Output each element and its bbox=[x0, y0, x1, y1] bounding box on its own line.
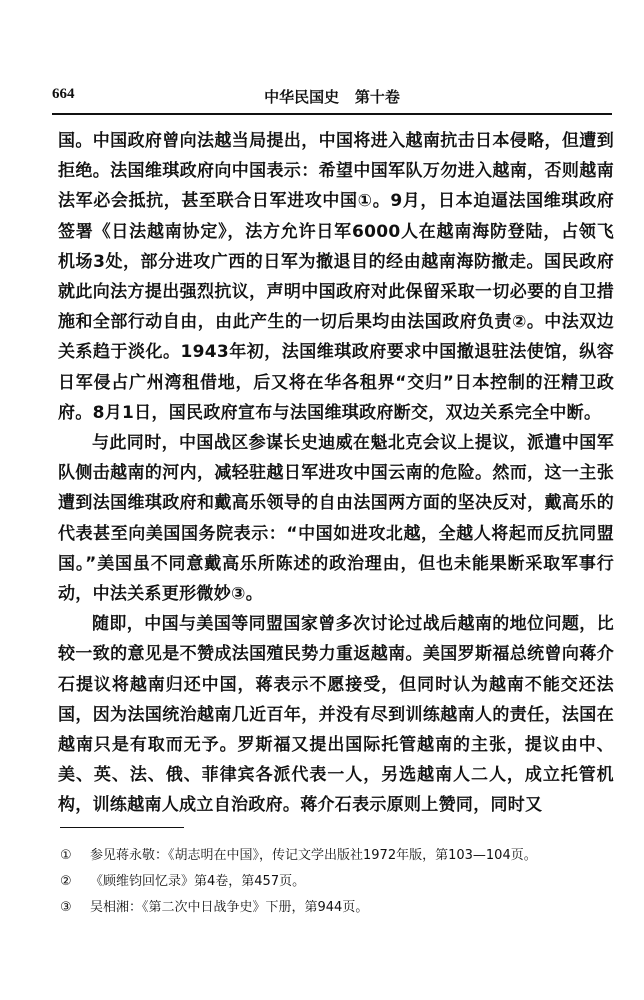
footnote-text: 参见蒋永敬：《胡志明在中国》，传记文学出版社1972年版，第103—104页。 bbox=[90, 848, 537, 863]
footnote bbox=[60, 869, 616, 895]
footnote-mark: ③ bbox=[60, 900, 72, 915]
paragraph: 随即，中国与美国等同盟国家曾多次讨论过战后越南的地位问题，比较一致的意见是不赞成法国殖民势力重返越南。美国罗斯福总统曾向蒋介石提议将越南归还中国，蒋表示不愿接受，但同时认为越南不能交还法国，因为法国统治越南几近百年，并没有尽到训练越南人的责任，法国在越南只是有取而无予。罗斯福又提出国际托管越南的主张，提议由中、美、英、法、俄、菲律宾各派代表一人，另选越南人二人，成立托管机构，训练越南人成立自治政府。蒋介石表示原则上赞同，同时又 bbox=[58, 614, 614, 816]
body-text bbox=[58, 126, 614, 821]
page-header bbox=[52, 86, 612, 112]
footnote-rule bbox=[60, 827, 184, 828]
paragraph: 与此同时，中国战区参谋长史迪威在魁北克会议上提议，派遣中国军队侧击越南的河内，减轻驻越日军进攻中国云南的危险。然而，这一主张遭到法国维琪政府和戴高乐领导的自由法国两方面的坚决反对，戴高乐的代表甚至向美国国务院表示：“中国如进攻北越，全越人将起而反抗同盟国。”美国虽不同意戴高乐所陈述的政治理由，但也未能果断采取军事行动，中法关系更形微妙③。 bbox=[58, 433, 614, 605]
footnote-text: 吴相湘：《第二次中日战争史》下册，第944页。 bbox=[90, 900, 369, 915]
footnote-text: 《顾维钧回忆录》第4卷，第457页。 bbox=[90, 874, 306, 889]
paragraph: 国。中国政府曾向法越当局提出，中国将进入越南抗击日本侵略，但遭到拒绝。法国维琪政府向中国表示：希望中国军队万勿进入越南，否则越南法军必会抵抗，甚至联合日军进攻中国①。9月，日本迫逼法国维琪政府签署《日法越南协定》，法方允许日军6000人在越南海防登陆，占领飞机场3处，部分进攻广西的日军为撤退目的经由越南海防撤走。国民政府就此向法方提出强烈抗议，声明中国政府对此保留采取一切必要的自卫措施和全部行动自由，由此产生的一切后果均由法国政府负责②。中法双边关系趋于淡化。1943年初，法国维琪政府要求中国撤退驻法使馆，纵容日军侵占广州湾租借地，后又将在华各租界“交归”日本控制的汪精卫政府。8月1日，国民政府宣布与法国维琪政府断交，双边关系完全中断。 bbox=[58, 131, 614, 423]
footnotes bbox=[60, 843, 616, 921]
footnote-mark: ② bbox=[60, 874, 72, 889]
footnote bbox=[60, 843, 616, 869]
footnote-mark: ① bbox=[60, 848, 72, 863]
page-number: 664 bbox=[52, 86, 75, 102]
header-rule bbox=[52, 113, 612, 115]
footnote bbox=[60, 895, 616, 921]
running-title: 中华民国史 第十卷 bbox=[264, 88, 400, 106]
